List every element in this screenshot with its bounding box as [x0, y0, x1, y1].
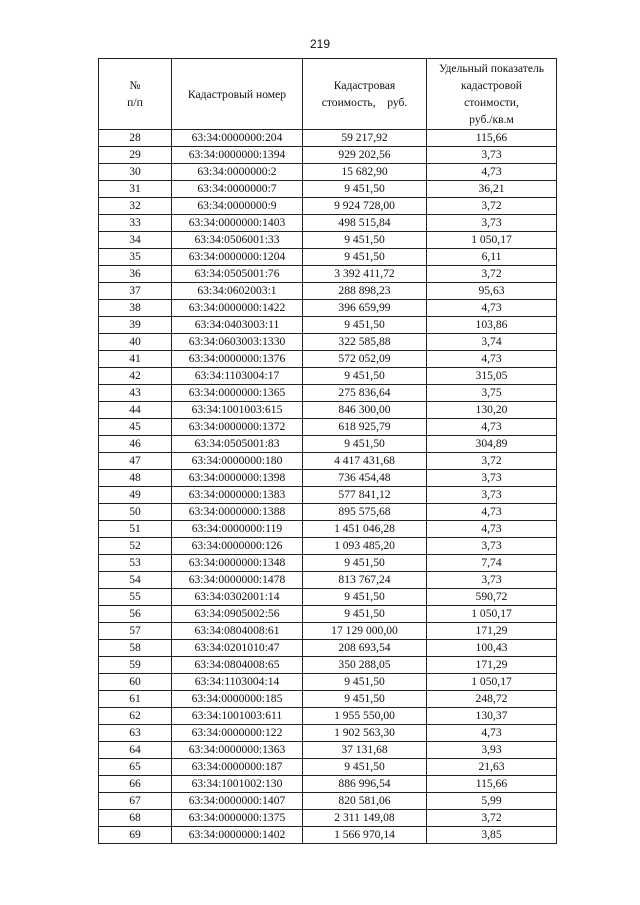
- table-row: [99, 266, 557, 283]
- row-number-cell: 42: [99, 368, 172, 385]
- row-number-cell: 63: [99, 725, 172, 742]
- cadastral-value-cell: 9 451,50: [303, 759, 427, 776]
- specific-indicator-cell: 4,73: [427, 521, 557, 538]
- header-cadastral-number: [172, 59, 303, 130]
- specific-indicator-cell: 248,72: [427, 691, 557, 708]
- specific-indicator-cell: 3,72: [427, 266, 557, 283]
- specific-indicator-cell: 3,73: [427, 487, 557, 504]
- cadastral-value-cell: 1 451 046,28: [303, 521, 427, 538]
- cadastral-value-cell: 9 451,50: [303, 555, 427, 572]
- cadastral-number-cell: 63:34:0000000:1376: [172, 351, 303, 368]
- table-row: [99, 198, 557, 215]
- row-number-cell: 55: [99, 589, 172, 606]
- specific-indicator-cell: 115,66: [427, 776, 557, 793]
- row-number-cell: 60: [99, 674, 172, 691]
- cadastral-value-cell: 929 202,56: [303, 147, 427, 164]
- specific-indicator-cell: 1 050,17: [427, 606, 557, 623]
- cadastral-number-cell: 63:34:0403003:11: [172, 317, 303, 334]
- cadastral-value-cell: 9 451,50: [303, 606, 427, 623]
- specific-indicator-cell: 3,73: [427, 470, 557, 487]
- header-number-line: п/п: [127, 96, 143, 109]
- row-number-cell: 33: [99, 215, 172, 232]
- specific-indicator-cell: 3,85: [427, 827, 557, 844]
- row-number-cell: 62: [99, 708, 172, 725]
- table-row: [99, 232, 557, 249]
- header-cadastral-value-line: стоимость, руб.: [321, 96, 408, 109]
- cadastral-number-cell: 63:34:0000000:1388: [172, 504, 303, 521]
- row-number-cell: 65: [99, 759, 172, 776]
- row-number-cell: 53: [99, 555, 172, 572]
- specific-indicator-cell: 590,72: [427, 589, 557, 606]
- cadastral-number-cell: 63:34:1103004:17: [172, 368, 303, 385]
- cadastral-number-cell: 63:34:0505001:83: [172, 436, 303, 453]
- cadastral-number-cell: 63:34:1001003:611: [172, 708, 303, 725]
- specific-indicator-cell: 4,73: [427, 725, 557, 742]
- header-number-line: №: [129, 79, 141, 92]
- cadastral-number-cell: 63:34:0000000:180: [172, 453, 303, 470]
- table-row: [99, 470, 557, 487]
- table-row: [99, 827, 557, 844]
- cadastral-value-cell: 577 841,12: [303, 487, 427, 504]
- row-number-cell: 56: [99, 606, 172, 623]
- row-number-cell: 36: [99, 266, 172, 283]
- cadastral-value-cell: 4 417 431,68: [303, 453, 427, 470]
- header-specific-indicator: [427, 59, 557, 130]
- header-specific-indicator-line: стоимости,: [464, 96, 519, 109]
- header-cadastral-value-line: Кадастровая: [333, 79, 396, 92]
- header-cadastral-number-label: Кадастровый номер: [187, 87, 287, 101]
- table-row: [99, 368, 557, 385]
- row-number-cell: 69: [99, 827, 172, 844]
- cadastral-number-cell: 63:34:0000000:7: [172, 181, 303, 198]
- cadastral-value-cell: 736 454,48: [303, 470, 427, 487]
- cadastral-number-cell: 63:34:0000000:126: [172, 538, 303, 555]
- cadastral-value-cell: 9 451,50: [303, 232, 427, 249]
- cadastral-number-cell: 63:34:0000000:1348: [172, 555, 303, 572]
- row-number-cell: 44: [99, 402, 172, 419]
- table-row: [99, 725, 557, 742]
- cadastral-value-cell: 37 131,68: [303, 742, 427, 759]
- row-number-cell: 30: [99, 164, 172, 181]
- cadastral-number-cell: 63:34:0000000:1402: [172, 827, 303, 844]
- specific-indicator-cell: 36,21: [427, 181, 557, 198]
- specific-indicator-cell: 1 050,17: [427, 674, 557, 691]
- row-number-cell: 39: [99, 317, 172, 334]
- specific-indicator-cell: 4,73: [427, 300, 557, 317]
- cadastral-number-cell: 63:34:0000000:204: [172, 130, 303, 147]
- table-row: [99, 674, 557, 691]
- cadastral-value-cell: 59 217,92: [303, 130, 427, 147]
- table-row: [99, 572, 557, 589]
- table-row: [99, 453, 557, 470]
- table-row: [99, 589, 557, 606]
- table-row: [99, 606, 557, 623]
- cadastral-number-cell: 63:34:0201010:47: [172, 640, 303, 657]
- row-number-cell: 52: [99, 538, 172, 555]
- specific-indicator-cell: 171,29: [427, 657, 557, 674]
- specific-indicator-cell: 21,63: [427, 759, 557, 776]
- row-number-cell: 61: [99, 691, 172, 708]
- table-row: [99, 147, 557, 164]
- cadastral-value-cell: 9 451,50: [303, 317, 427, 334]
- specific-indicator-cell: 4,73: [427, 419, 557, 436]
- header-cadastral-value: [303, 59, 427, 130]
- cadastral-number-cell: 63:34:0603003:1330: [172, 334, 303, 351]
- row-number-cell: 43: [99, 385, 172, 402]
- cadastral-number-cell: 63:34:0000000:1403: [172, 215, 303, 232]
- specific-indicator-cell: 6,11: [427, 249, 557, 266]
- cadastral-value-cell: 9 451,50: [303, 181, 427, 198]
- row-number-cell: 34: [99, 232, 172, 249]
- specific-indicator-cell: 5,99: [427, 793, 557, 810]
- cadastral-number-cell: 63:34:0000000:9: [172, 198, 303, 215]
- specific-indicator-cell: 3,72: [427, 453, 557, 470]
- cadastral-number-cell: 63:34:0505001:76: [172, 266, 303, 283]
- table-row: [99, 776, 557, 793]
- cadastral-value-cell: 3 392 411,72: [303, 266, 427, 283]
- table-row: [99, 487, 557, 504]
- cadastral-number-cell: 63:34:0804008:65: [172, 657, 303, 674]
- header-number: [99, 59, 172, 130]
- cadastral-number-cell: 63:34:0000000:1394: [172, 147, 303, 164]
- table-row: [99, 504, 557, 521]
- cadastral-number-cell: 63:34:0000000:119: [172, 521, 303, 538]
- specific-indicator-cell: 3,72: [427, 198, 557, 215]
- specific-indicator-cell: 3,74: [427, 334, 557, 351]
- row-number-cell: 46: [99, 436, 172, 453]
- table-row: [99, 385, 557, 402]
- cadastral-number-cell: 63:34:0000000:187: [172, 759, 303, 776]
- specific-indicator-cell: 130,20: [427, 402, 557, 419]
- cadastral-value-cell: 9 451,50: [303, 368, 427, 385]
- table-row: [99, 334, 557, 351]
- cadastral-table: [98, 58, 557, 844]
- cadastral-value-cell: 288 898,23: [303, 283, 427, 300]
- specific-indicator-cell: 304,89: [427, 436, 557, 453]
- cadastral-number-cell: 63:34:1103004:14: [172, 674, 303, 691]
- table-row: [99, 538, 557, 555]
- cadastral-value-cell: 846 300,00: [303, 402, 427, 419]
- cadastral-value-cell: 275 836,64: [303, 385, 427, 402]
- table-row: [99, 283, 557, 300]
- row-number-cell: 66: [99, 776, 172, 793]
- row-number-cell: 54: [99, 572, 172, 589]
- specific-indicator-cell: 171,29: [427, 623, 557, 640]
- table-row: [99, 657, 557, 674]
- table-row: [99, 555, 557, 572]
- row-number-cell: 45: [99, 419, 172, 436]
- specific-indicator-cell: 1 050,17: [427, 232, 557, 249]
- row-number-cell: 50: [99, 504, 172, 521]
- cadastral-number-cell: 63:34:0000000:1478: [172, 572, 303, 589]
- specific-indicator-cell: 3,73: [427, 215, 557, 232]
- cadastral-number-cell: 63:34:0000000:1363: [172, 742, 303, 759]
- cadastral-value-cell: 618 925,79: [303, 419, 427, 436]
- table-body: [99, 130, 557, 844]
- specific-indicator-cell: 103,86: [427, 317, 557, 334]
- cadastral-number-cell: 63:34:0000000:1422: [172, 300, 303, 317]
- cadastral-value-cell: 1 093 485,20: [303, 538, 427, 555]
- table-row: [99, 742, 557, 759]
- cadastral-number-cell: 63:34:0000000:1407: [172, 793, 303, 810]
- table-row: [99, 181, 557, 198]
- cadastral-value-cell: 9 451,50: [303, 674, 427, 691]
- specific-indicator-cell: 3,73: [427, 147, 557, 164]
- specific-indicator-cell: 4,73: [427, 351, 557, 368]
- row-number-cell: 37: [99, 283, 172, 300]
- cadastral-value-cell: 9 451,50: [303, 691, 427, 708]
- table-row: [99, 215, 557, 232]
- header-specific-indicator-line: кадастровой: [461, 79, 522, 92]
- cadastral-value-cell: 208 693,54: [303, 640, 427, 657]
- cadastral-value-cell: 396 659,99: [303, 300, 427, 317]
- specific-indicator-cell: 3,93: [427, 742, 557, 759]
- row-number-cell: 51: [99, 521, 172, 538]
- table-row: [99, 691, 557, 708]
- cadastral-number-cell: 63:34:0602003:1: [172, 283, 303, 300]
- cadastral-value-cell: 1 955 550,00: [303, 708, 427, 725]
- table-row: [99, 810, 557, 827]
- table-row: [99, 402, 557, 419]
- specific-indicator-cell: 7,74: [427, 555, 557, 572]
- cadastral-value-cell: 1 566 970,14: [303, 827, 427, 844]
- cadastral-number-cell: 63:34:0000000:1398: [172, 470, 303, 487]
- specific-indicator-cell: 3,72: [427, 810, 557, 827]
- table-row: [99, 317, 557, 334]
- row-number-cell: 41: [99, 351, 172, 368]
- cadastral-number-cell: 63:34:0804008:61: [172, 623, 303, 640]
- cadastral-value-cell: 17 129 000,00: [303, 623, 427, 640]
- row-number-cell: 35: [99, 249, 172, 266]
- table-row: [99, 623, 557, 640]
- row-number-cell: 57: [99, 623, 172, 640]
- specific-indicator-cell: 130,37: [427, 708, 557, 725]
- cadastral-value-cell: 15 682,90: [303, 164, 427, 181]
- cadastral-number-cell: 63:34:1001003:615: [172, 402, 303, 419]
- row-number-cell: 47: [99, 453, 172, 470]
- cadastral-number-cell: 63:34:0000000:1375: [172, 810, 303, 827]
- row-number-cell: 32: [99, 198, 172, 215]
- cadastral-value-cell: 813 767,24: [303, 572, 427, 589]
- specific-indicator-cell: 95,63: [427, 283, 557, 300]
- row-number-cell: 68: [99, 810, 172, 827]
- table-row: [99, 130, 557, 147]
- page-number: 219: [309, 37, 331, 51]
- cadastral-number-cell: 63:34:0506001:33: [172, 232, 303, 249]
- table-row: [99, 351, 557, 368]
- row-number-cell: 48: [99, 470, 172, 487]
- specific-indicator-cell: 4,73: [427, 164, 557, 181]
- table-row: [99, 521, 557, 538]
- table-header: [99, 59, 557, 130]
- table-row: [99, 793, 557, 810]
- specific-indicator-cell: 3,73: [427, 538, 557, 555]
- header-specific-indicator-line: руб./кв.м: [469, 113, 514, 126]
- cadastral-value-cell: 886 996,54: [303, 776, 427, 793]
- row-number-cell: 67: [99, 793, 172, 810]
- specific-indicator-cell: 3,73: [427, 572, 557, 589]
- cadastral-value-cell: 572 052,09: [303, 351, 427, 368]
- row-number-cell: 49: [99, 487, 172, 504]
- cadastral-number-cell: 63:34:0000000:2: [172, 164, 303, 181]
- cadastral-value-cell: 498 515,84: [303, 215, 427, 232]
- cadastral-value-cell: 2 311 149,08: [303, 810, 427, 827]
- cadastral-number-cell: 63:34:1001002:130: [172, 776, 303, 793]
- specific-indicator-cell: 115,66: [427, 130, 557, 147]
- specific-indicator-cell: 315,05: [427, 368, 557, 385]
- cadastral-value-cell: 895 575,68: [303, 504, 427, 521]
- table-row: [99, 640, 557, 657]
- cadastral-number-cell: 63:34:0000000:1204: [172, 249, 303, 266]
- row-number-cell: 58: [99, 640, 172, 657]
- row-number-cell: 31: [99, 181, 172, 198]
- specific-indicator-cell: 100,43: [427, 640, 557, 657]
- cadastral-value-cell: 9 924 728,00: [303, 198, 427, 215]
- row-number-cell: 29: [99, 147, 172, 164]
- row-number-cell: 28: [99, 130, 172, 147]
- row-number-cell: 64: [99, 742, 172, 759]
- table-row: [99, 436, 557, 453]
- table-row: [99, 759, 557, 776]
- cadastral-number-cell: 63:34:0302001:14: [172, 589, 303, 606]
- cadastral-number-cell: 63:34:0000000:1372: [172, 419, 303, 436]
- table-row: [99, 164, 557, 181]
- table-row: [99, 300, 557, 317]
- row-number-cell: 59: [99, 657, 172, 674]
- cadastral-value-cell: 350 288,05: [303, 657, 427, 674]
- table-row: [99, 708, 557, 725]
- cadastral-value-cell: 322 585,88: [303, 334, 427, 351]
- cadastral-number-cell: 63:34:0000000:1383: [172, 487, 303, 504]
- specific-indicator-cell: 3,75: [427, 385, 557, 402]
- cadastral-value-cell: 9 451,50: [303, 589, 427, 606]
- row-number-cell: 38: [99, 300, 172, 317]
- cadastral-number-cell: 63:34:0000000:1365: [172, 385, 303, 402]
- header-specific-indicator-line: Удельный показатель: [438, 62, 545, 75]
- cadastral-number-cell: 63:34:0000000:185: [172, 691, 303, 708]
- cadastral-value-cell: 1 902 563,30: [303, 725, 427, 742]
- cadastral-value-cell: 9 451,50: [303, 249, 427, 266]
- row-number-cell: 40: [99, 334, 172, 351]
- table-row: [99, 419, 557, 436]
- specific-indicator-cell: 4,73: [427, 504, 557, 521]
- table-row: [99, 249, 557, 266]
- cadastral-number-cell: 63:34:0000000:122: [172, 725, 303, 742]
- cadastral-number-cell: 63:34:0905002:56: [172, 606, 303, 623]
- cadastral-value-cell: 820 581,06: [303, 793, 427, 810]
- cadastral-value-cell: 9 451,50: [303, 436, 427, 453]
